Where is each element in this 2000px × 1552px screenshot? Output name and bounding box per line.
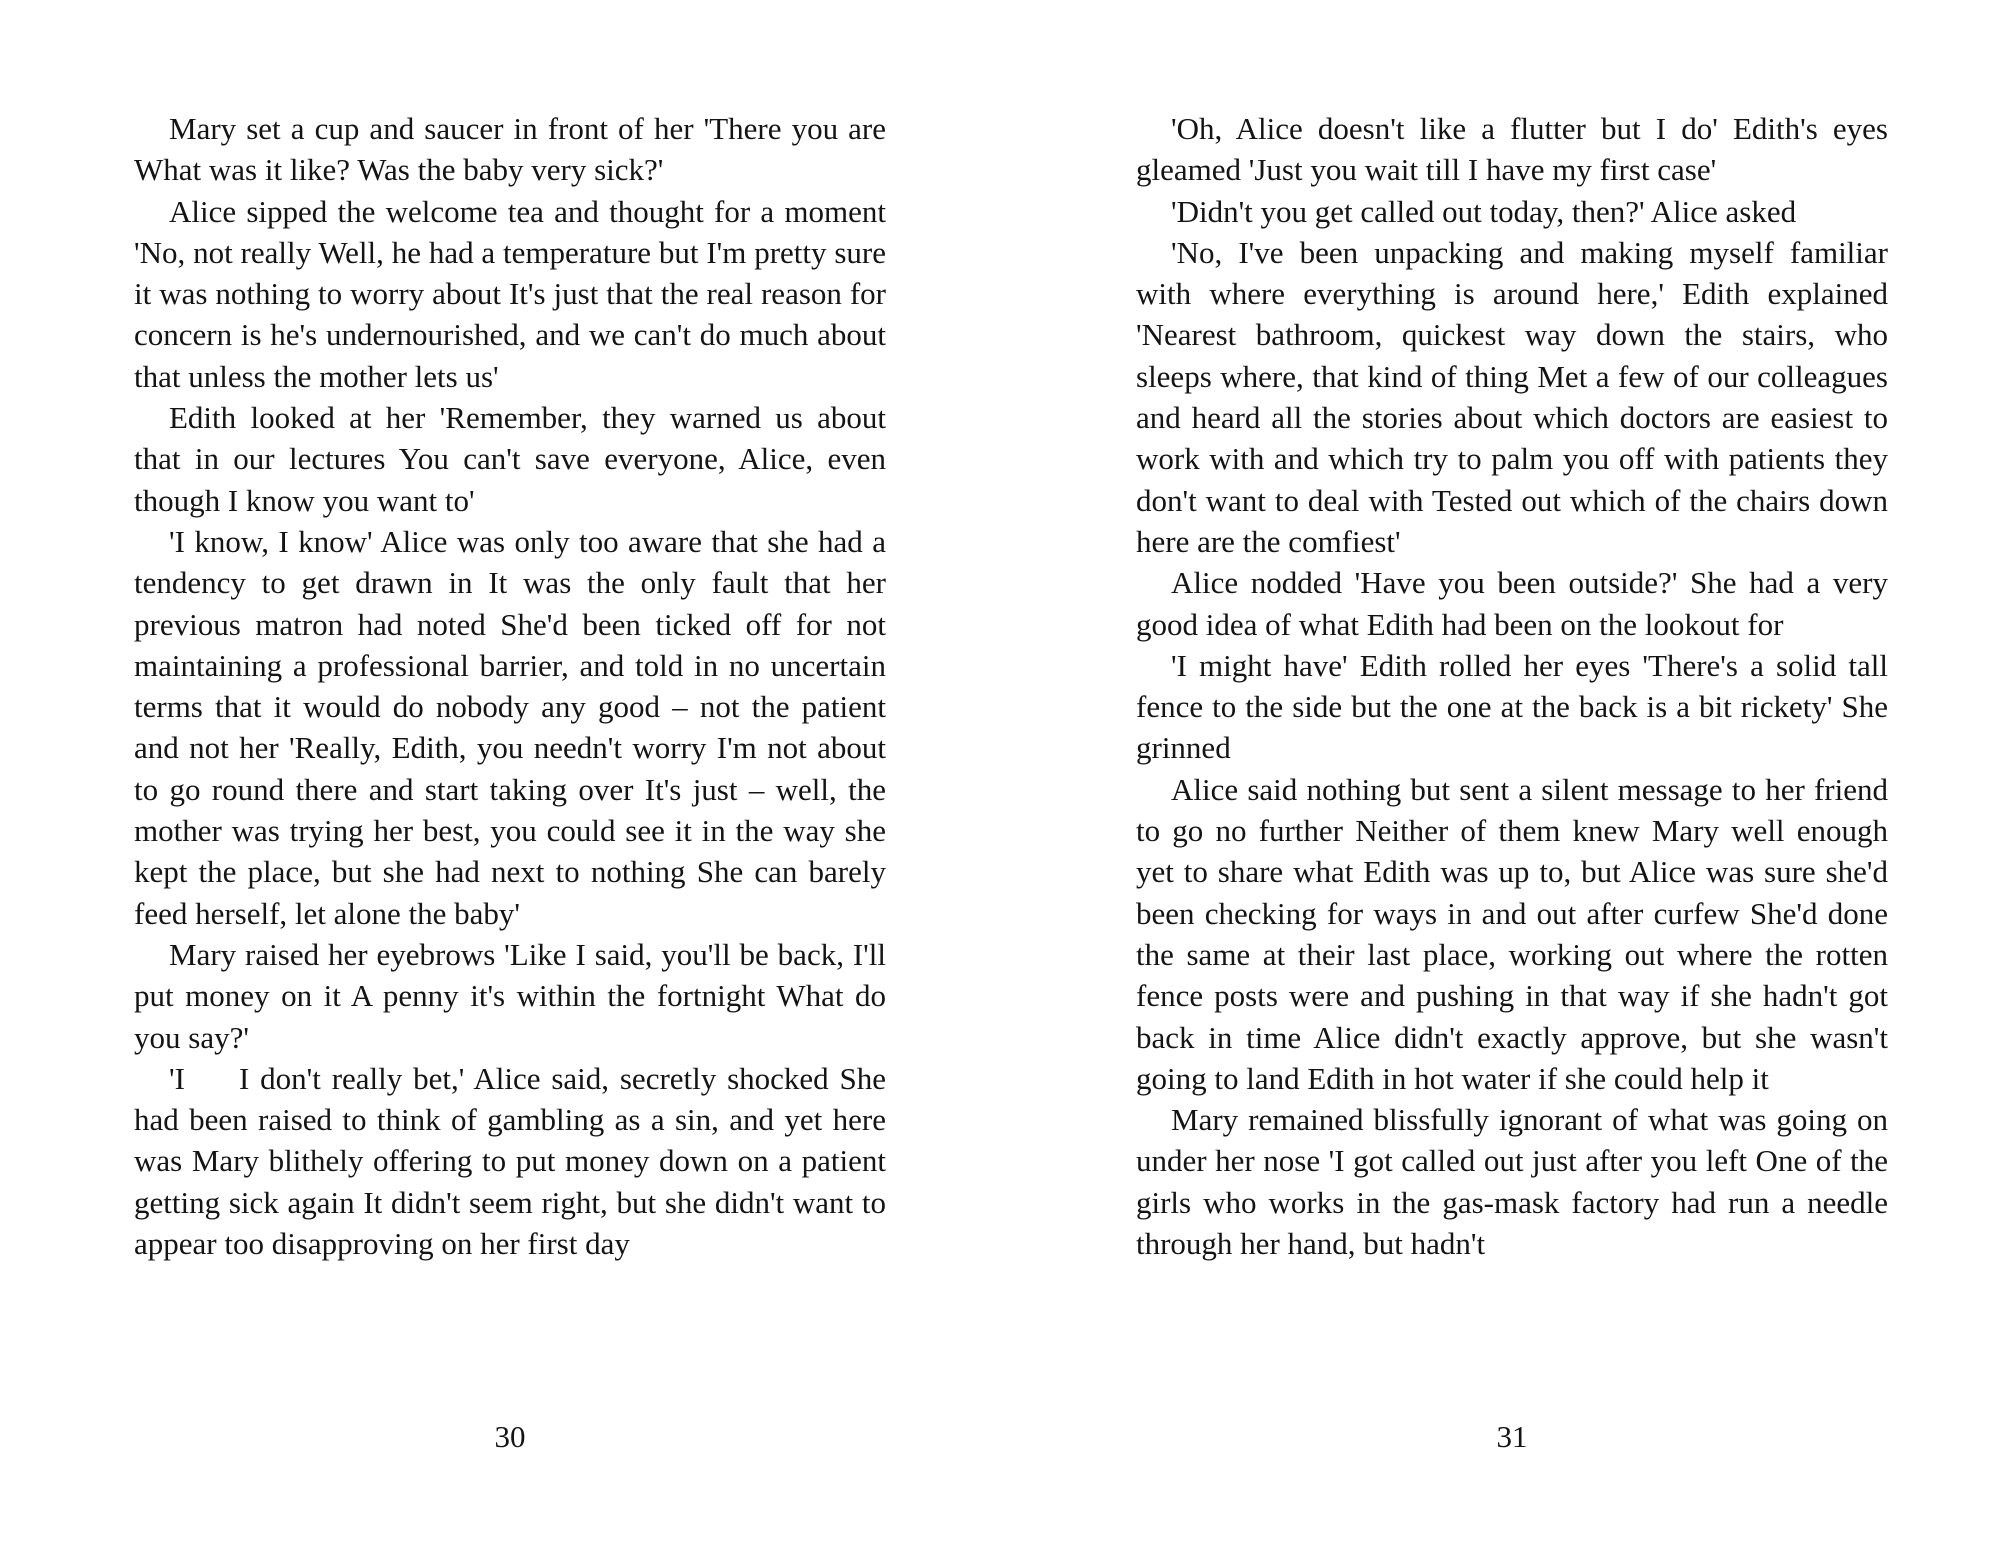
right-paragraph-5: 'I might have' Edith rolled her eyes 'There's a solid tall fence to the side but the one at the back is a bit rickety' She grinned — [1136, 647, 1888, 766]
right-paragraph-6: Alice said nothing but sent a silent message to her friend to go no further Neither of them knew Mary well enough yet to share what Edith was up to, but Alice was sure she'd been checking for ways in and out after curfew She'd done the same at their last place, working out where the rotten fence posts were and pushing in that way if she hadn't got back in time Alice didn't exactly approve, but she wasn't going to land Edith in hot water if she could help it — [1136, 771, 1888, 1096]
right-paragraph-7: Mary remained blissfully ignorant of what was going on under her nose 'I got called out just after you left One of the girls who works in the gas-mask factory had run a needle through her hand, but hadn't — [1136, 1102, 1888, 1262]
right-page — [1136, 108, 1888, 1408]
left-paragraph-1: Mary set a cup and saucer in front of her 'There you are What was it like? Was the baby very sick?' — [134, 111, 886, 188]
left-paragraph-2: Alice sipped the welcome tea and thought for a moment 'No, not really Well, he had a temperature but I'm pretty sure it was nothing to worry about It's just that the real reason for concern is he's undernourished, and we can't do much about that unless the mother lets us' — [134, 193, 886, 394]
left-paragraph-6: 'I I don't really bet,' Alice said, secretly shocked She had been raised to think of gambling as a sin, and yet here was Mary blithely offering to put money down on a patient getting sick again It didn't seem right, but she didn't want to appear too disapproving on her first day — [134, 1060, 894, 1262]
left-paragraph-4: 'I know, I know' Alice was only too aware that she had a tendency to get drawn in It was the only fault that her previous matron had noted She'd been ticked off for not maintaining a professional barrier, and told in no uncertain terms that it would do nobody any good – not the patient and not her 'Really, Edith, you needn't worry I'm not about to go round there and start taking over It's just – well, the mother was trying her best, you could see it in the way she kept the place, but she had next to nothing She can barely feed herself, let alone the baby' — [134, 523, 886, 931]
right-paragraph-3: 'No, I've been unpacking and making myself familiar with where everything is around here,' Edith explained 'Nearest bathroom, quickest way down the stairs, who sleeps where, that kind of thing Met a few of our colleagues and heard all the stories about which doctors are easiest to work with and which try to palm you off with patients they don't want to deal with Tested out which of the chairs down here are the comfiest' — [1136, 234, 1888, 559]
right-paragraph-4: Alice nodded 'Have you been outside?' She had a very good idea of what Edith had been on the lookout for — [1136, 565, 1888, 642]
page-number-left: 30 — [494, 1419, 526, 1454]
left-page — [134, 108, 894, 1408]
right-paragraph-2: 'Didn't you get called out today, then?' Alice asked — [1171, 193, 1797, 229]
left-paragraph-5: Mary raised her eyebrows 'Like I said, you'll be back, I'll put money on it A penny it's within the fortnight What do you say?' — [134, 936, 886, 1055]
left-paragraph-3: Edith looked at her 'Remember, they warned us about that in our lectures You can't save everyone, Alice, even though I know you want to' — [134, 400, 886, 518]
right-paragraph-1: 'Oh, Alice doesn't like a flutter but I do' Edith's eyes gleamed 'Just you wait till I have my first case' — [1136, 111, 1888, 188]
page-number-right: 31 — [1496, 1419, 1528, 1454]
